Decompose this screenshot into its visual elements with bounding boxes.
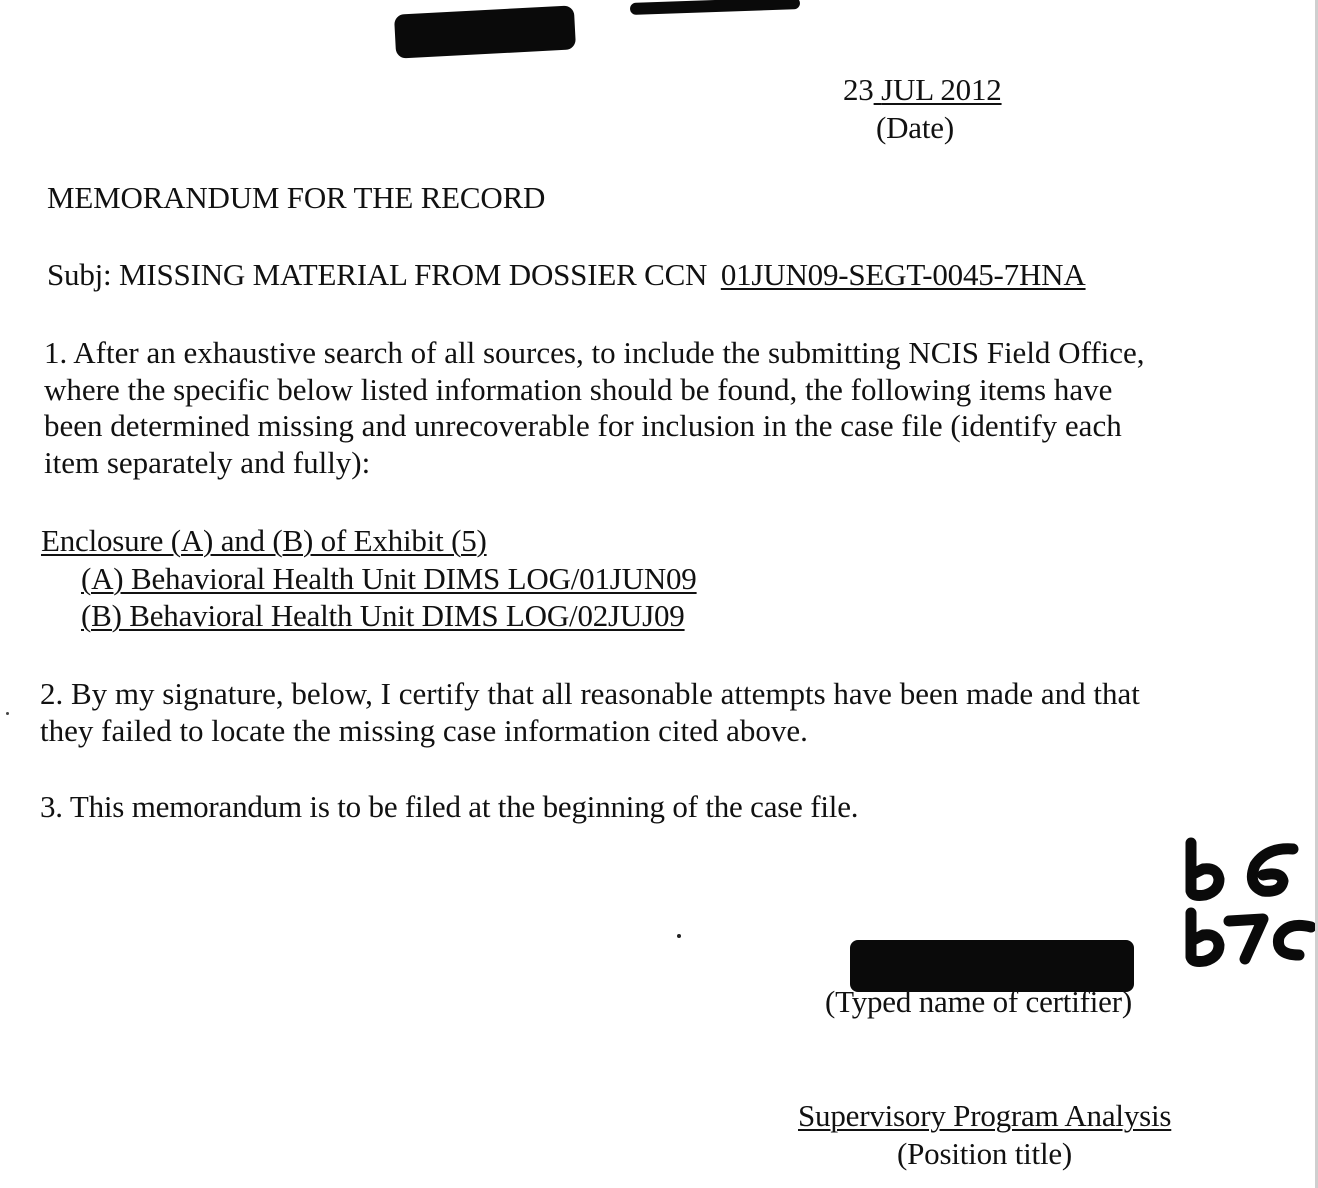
top-redaction-right (630, 0, 800, 15)
enclosure-title: Enclosure (A) and (B) of Exhibit (5) (41, 523, 487, 558)
paragraph-1-line: where the specific below listed information should be found, the following items have (44, 371, 1113, 407)
subject-prefix: Subj: MISSING MATERIAL FROM DOSSIER CCN (47, 257, 708, 292)
speck (6, 712, 9, 715)
speck (677, 934, 681, 938)
memo-heading: MEMORANDUM FOR THE RECORD (47, 180, 546, 215)
paragraph-2-line: they failed to locate the missing case information cited above. (40, 712, 808, 748)
subject-line (47, 257, 1086, 293)
paragraph-1-line: 1. After an exhaustive search of all sources, to include the submitting NCIS Field Office, (44, 335, 1145, 370)
enclosure-item: (B) Behavioral Health Unit DIMS LOG/02JUJ09 (81, 598, 685, 633)
position-label: (Position title) (897, 1136, 1073, 1171)
date-month-year: JUL 2012 (881, 72, 1002, 107)
paragraph-2 (40, 676, 1140, 749)
date-line (843, 72, 1002, 108)
handwritten-exemption-mark (1175, 835, 1315, 970)
position-title: Supervisory Program Analysis (798, 1098, 1172, 1133)
paragraph-3: 3. This memorandum is to be filed at the beginning of the case file. (40, 789, 859, 824)
subject-ccn: 01JUN09-SEGT-0045-7HNA (720, 257, 1086, 292)
paragraph-2-line: 2. By my signature, below, I certify that all reasonable attempts have been made and that (40, 676, 1140, 711)
date-day: 23 (843, 72, 874, 107)
enclosure-item: (A) Behavioral Health Unit DIMS LOG/01JUN09 (81, 561, 697, 596)
paragraph-1-line: been determined missing and unrecoverable for inclusion in the case file (identify each (44, 408, 1122, 443)
date-label: (Date) (876, 110, 954, 145)
top-redaction-left (394, 5, 576, 58)
paragraph-1-line: item separately and fully): (44, 444, 371, 480)
paragraph-1 (44, 335, 1145, 481)
certifier-label: (Typed name of certifier) (825, 984, 1132, 1019)
